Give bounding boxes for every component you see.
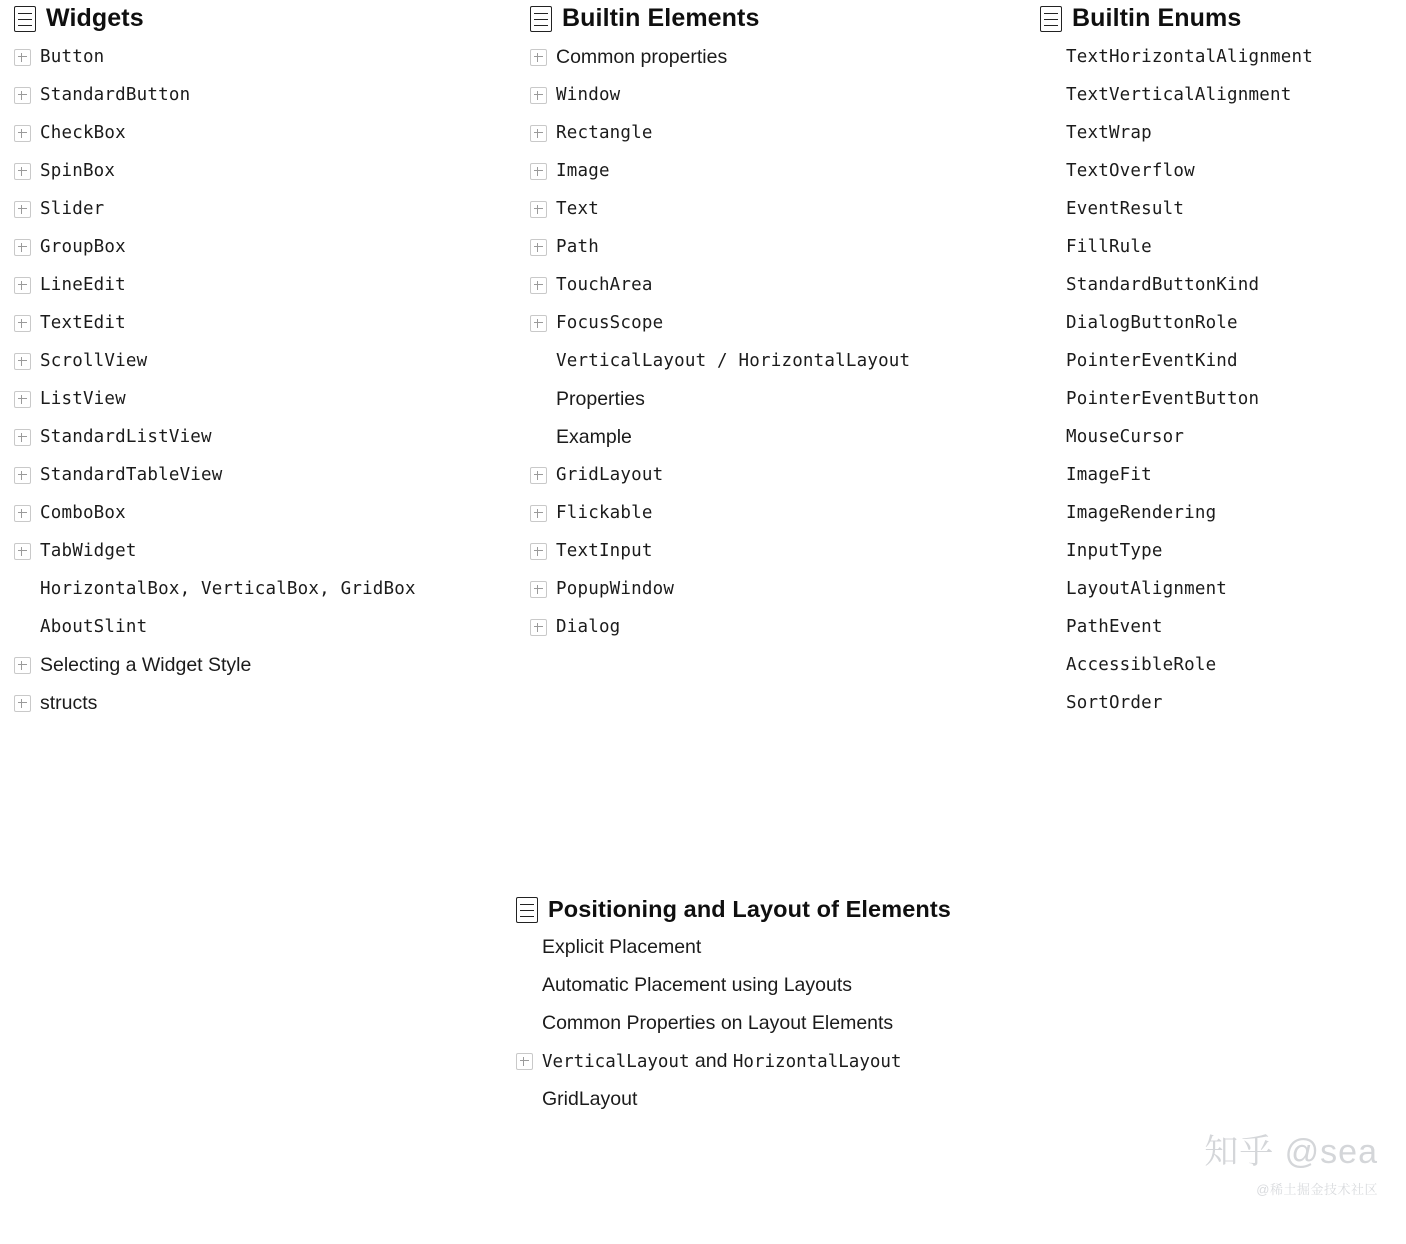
tree-item[interactable] [14, 685, 534, 723]
tree-item-label: AboutSlint [40, 617, 148, 637]
document-icon [14, 6, 36, 32]
tree-item-label: Selecting a Widget Style [40, 654, 252, 676]
spacer-icon [1040, 201, 1057, 218]
tree-builtin-elements [530, 39, 1050, 647]
tree-item[interactable] [530, 419, 1050, 457]
expand-plus-icon[interactable] [530, 581, 547, 598]
expand-plus-icon[interactable] [14, 239, 31, 256]
tree-item[interactable] [1040, 39, 1400, 77]
spacer-icon [14, 619, 31, 636]
tree-item-label: InputType [1066, 541, 1163, 561]
expand-plus-icon[interactable] [14, 543, 31, 560]
document-icon [1040, 6, 1062, 32]
page-title-positioning: Positioning and Layout of Elements [548, 896, 951, 922]
page-title-widgets: Widgets [46, 4, 144, 32]
tree-item-label: TextOverflow [1066, 161, 1195, 181]
tree-builtin-enums [1040, 39, 1400, 723]
tree-item[interactable] [530, 457, 1050, 495]
tree-item[interactable] [530, 229, 1050, 267]
tree-item[interactable] [14, 77, 534, 115]
expand-plus-icon[interactable] [530, 163, 547, 180]
tree-item-label: PopupWindow [556, 579, 675, 599]
tree-item[interactable] [1040, 495, 1400, 533]
tree-item[interactable] [1040, 419, 1400, 457]
tree-item[interactable] [1040, 191, 1400, 229]
tree-item[interactable] [1040, 267, 1400, 305]
tree-item[interactable] [530, 191, 1050, 229]
tree-item[interactable] [14, 115, 534, 153]
column-widgets [14, 0, 534, 723]
tree-item[interactable] [1040, 647, 1400, 685]
spacer-icon [1040, 125, 1057, 142]
expand-plus-icon[interactable] [14, 315, 31, 332]
tree-item[interactable] [516, 1043, 1056, 1081]
expand-plus-icon[interactable] [14, 467, 31, 484]
tree-item-label: VerticalLayout and HorizontalLayout [542, 1050, 902, 1072]
tree-item[interactable] [1040, 457, 1400, 495]
tree-item[interactable] [14, 571, 534, 609]
expand-plus-icon[interactable] [530, 125, 547, 142]
tree-item-label: FocusScope [556, 313, 664, 333]
tree-item-label: ScrollView [40, 351, 148, 371]
tree-item-label: MouseCursor [1066, 427, 1185, 447]
spacer-icon [1040, 87, 1057, 104]
column-builtin-enums [1040, 0, 1400, 723]
expand-plus-icon[interactable] [14, 163, 31, 180]
expand-plus-icon[interactable] [530, 505, 547, 522]
tree-item-label: TabWidget [40, 541, 137, 561]
tree-item-label: TextVerticalAlignment [1066, 85, 1292, 105]
tree-item[interactable] [530, 153, 1050, 191]
tree-item[interactable] [530, 571, 1050, 609]
tree-item-label: Dialog [556, 617, 621, 637]
tree-item-label: Common Properties on Layout Elements [542, 1012, 894, 1034]
tree-item-label: Rectangle [556, 123, 653, 143]
tree-item[interactable] [1040, 305, 1400, 343]
tree-item[interactable] [1040, 115, 1400, 153]
expand-plus-icon[interactable] [14, 391, 31, 408]
tree-item[interactable] [530, 533, 1050, 571]
spacer-icon [1040, 353, 1057, 370]
tree-item-label: FillRule [1066, 237, 1152, 257]
tree-item-label: ListView [40, 389, 126, 409]
tree-item-label: Common properties [556, 46, 728, 68]
tree-item-label: TouchArea [556, 275, 653, 295]
tree-item[interactable] [530, 381, 1050, 419]
expand-plus-icon[interactable] [530, 315, 547, 332]
spacer-icon [530, 429, 547, 446]
tree-item[interactable] [530, 305, 1050, 343]
tree-item[interactable] [14, 647, 534, 685]
tree-item-label: ComboBox [40, 503, 126, 523]
section-header-builtin-enums [1040, 0, 1400, 33]
tree-item-label: GroupBox [40, 237, 126, 257]
section-header-widgets [14, 0, 534, 33]
spacer-icon [516, 939, 533, 956]
spacer-icon [1040, 581, 1057, 598]
tree-item[interactable] [1040, 153, 1400, 191]
expand-plus-icon[interactable] [530, 543, 547, 560]
expand-plus-icon[interactable] [14, 695, 31, 712]
tree-item[interactable] [1040, 381, 1400, 419]
expand-plus-icon[interactable] [14, 353, 31, 370]
expand-plus-icon[interactable] [14, 125, 31, 142]
tree-item-label: PointerEventButton [1066, 389, 1260, 409]
watermark [1204, 1124, 1378, 1198]
tree-item-label: StandardButtonKind [1066, 275, 1260, 295]
expand-plus-icon[interactable] [14, 87, 31, 104]
expand-plus-icon[interactable] [516, 1053, 533, 1070]
tree-positioning [516, 929, 1056, 1119]
tree-item-label: SortOrder [1066, 693, 1163, 713]
tree-item[interactable] [14, 153, 534, 191]
tree-item-label: Image [556, 161, 610, 181]
section-header-builtin-elements [530, 0, 1050, 33]
spacer-icon [1040, 505, 1057, 522]
tree-item-label: TextHorizontalAlignment [1066, 47, 1313, 67]
tree-item[interactable] [530, 609, 1050, 647]
tree-item-label: LayoutAlignment [1066, 579, 1228, 599]
expand-plus-icon[interactable] [530, 49, 547, 66]
tree-item[interactable] [14, 533, 534, 571]
tree-item-label: Path [556, 237, 599, 257]
spacer-icon [1040, 543, 1057, 560]
tree-item-label: AccessibleRole [1066, 655, 1217, 675]
tree-item-label: Button [40, 47, 105, 67]
spacer-icon [530, 391, 547, 408]
tree-item[interactable] [14, 495, 534, 533]
spacer-icon [14, 581, 31, 598]
tree-item[interactable] [14, 381, 534, 419]
expand-plus-icon[interactable] [14, 277, 31, 294]
tree-item[interactable] [530, 115, 1050, 153]
spacer-icon [1040, 391, 1057, 408]
spacer-icon [1040, 277, 1057, 294]
tree-item[interactable] [1040, 533, 1400, 571]
tree-item-label: DialogButtonRole [1066, 313, 1238, 333]
tree-item-label: SpinBox [40, 161, 116, 181]
document-icon [530, 6, 552, 32]
watermark-main: 知乎 @sea [1204, 1133, 1378, 1171]
tree-item[interactable] [14, 191, 534, 229]
tree-item-label: Explicit Placement [542, 936, 702, 958]
tree-item[interactable] [530, 39, 1050, 77]
tree-item-label: ImageRendering [1066, 503, 1217, 523]
tree-item-label: Slider [40, 199, 105, 219]
document-icon [516, 897, 538, 923]
spacer-icon [516, 977, 533, 994]
tree-item[interactable] [516, 967, 1056, 1005]
tree-item-label: LineEdit [40, 275, 126, 295]
spacer-icon [516, 1015, 533, 1032]
tree-item[interactable] [1040, 685, 1400, 723]
tree-item[interactable] [1040, 571, 1400, 609]
tree-item-label: StandardListView [40, 427, 212, 447]
tree-item-label: PathEvent [1066, 617, 1163, 637]
expand-plus-icon[interactable] [530, 467, 547, 484]
spacer-icon [1040, 467, 1057, 484]
tree-item-label: EventResult [1066, 199, 1185, 219]
expand-plus-icon[interactable] [530, 239, 547, 256]
tree-item-label: Window [556, 85, 621, 105]
tree-item-label: structs [40, 692, 98, 714]
tree-item[interactable] [14, 609, 534, 647]
tree-item-label: Example [556, 426, 632, 448]
tree-item-label: TextEdit [40, 313, 126, 333]
page-title-builtin-enums: Builtin Enums [1072, 4, 1242, 32]
tree-item[interactable] [14, 457, 534, 495]
column-builtin-elements [530, 0, 1050, 647]
page-title-builtin-elements: Builtin Elements [562, 4, 760, 32]
expand-plus-icon[interactable] [14, 49, 31, 66]
spacer-icon [1040, 695, 1057, 712]
tree-item[interactable] [14, 267, 534, 305]
spacer-icon [1040, 657, 1057, 674]
spacer-icon [1040, 239, 1057, 256]
spacer-icon [1040, 163, 1057, 180]
tree-item[interactable] [14, 39, 534, 77]
tree-item-label: GridLayout [542, 1088, 638, 1110]
expand-plus-icon[interactable] [530, 201, 547, 218]
tree-item[interactable] [14, 229, 534, 267]
spacer-icon [1040, 619, 1057, 636]
tree-item-label: Flickable [556, 503, 653, 523]
tree-item[interactable] [530, 495, 1050, 533]
tree-item-label: Text [556, 199, 599, 219]
tree-item-label: GridLayout [556, 465, 664, 485]
tree-item[interactable] [530, 343, 1050, 381]
expand-plus-icon[interactable] [14, 505, 31, 522]
section-header-positioning [516, 892, 1056, 923]
tree-widgets [14, 39, 534, 723]
tree-item-label: VerticalLayout / HorizontalLayout [556, 351, 911, 371]
tree-item-label: Properties [556, 388, 645, 410]
tree-item[interactable] [530, 77, 1050, 115]
tree-item[interactable] [516, 929, 1056, 967]
tree-item-label: Automatic Placement using Layouts [542, 974, 853, 996]
spacer-icon [516, 1091, 533, 1108]
tree-item[interactable] [14, 343, 534, 381]
tree-item-label: TextWrap [1066, 123, 1152, 143]
watermark-sub: @稀土掘金技术社区 [1256, 1182, 1378, 1197]
spacer-icon [1040, 315, 1057, 332]
tree-item[interactable] [516, 1005, 1056, 1043]
expand-plus-icon[interactable] [530, 87, 547, 104]
tree-item-label: StandardButton [40, 85, 191, 105]
tree-item[interactable] [530, 267, 1050, 305]
expand-plus-icon[interactable] [530, 619, 547, 636]
tree-item-label: ImageFit [1066, 465, 1152, 485]
tree-item-label: PointerEventKind [1066, 351, 1238, 371]
column-positioning-layout [516, 892, 1056, 1119]
expand-plus-icon[interactable] [530, 277, 547, 294]
tree-item[interactable] [1040, 77, 1400, 115]
spacer-icon [530, 353, 547, 370]
tree-item-label: CheckBox [40, 123, 126, 143]
spacer-icon [1040, 49, 1057, 66]
spacer-icon [1040, 429, 1057, 446]
expand-plus-icon[interactable] [14, 657, 31, 674]
tree-item-label: TextInput [556, 541, 653, 561]
tree-item[interactable] [1040, 229, 1400, 267]
expand-plus-icon[interactable] [14, 201, 31, 218]
tree-item[interactable] [1040, 343, 1400, 381]
tree-item-label: StandardTableView [40, 465, 223, 485]
expand-plus-icon[interactable] [14, 429, 31, 446]
tree-item[interactable] [14, 305, 534, 343]
tree-item[interactable] [1040, 609, 1400, 647]
tree-item[interactable] [14, 419, 534, 457]
tree-item[interactable] [516, 1081, 1056, 1119]
tree-item-label: HorizontalBox, VerticalBox, GridBox [40, 579, 416, 599]
